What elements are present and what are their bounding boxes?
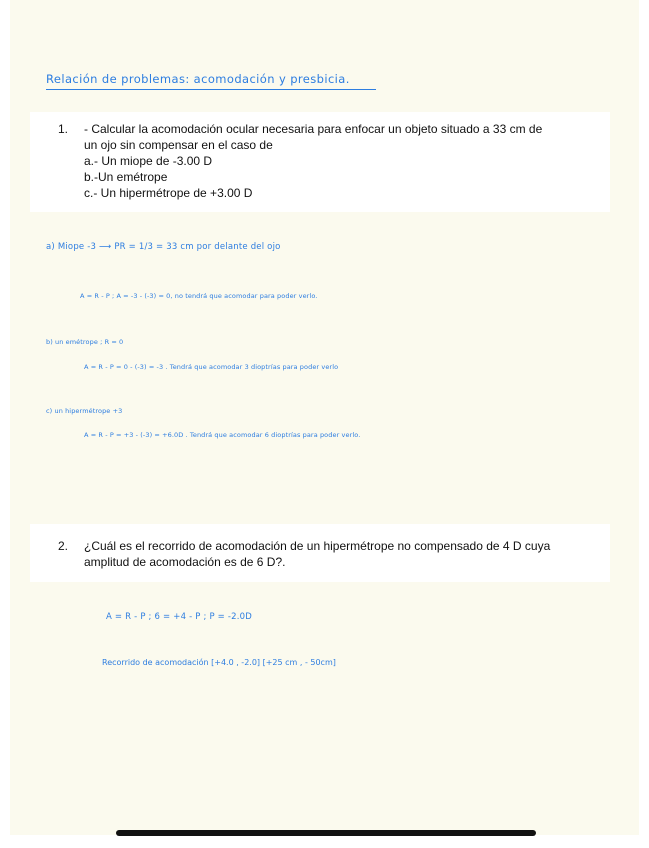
problem-1-option-c: c.- Un hipermétrope de +3.00 D bbox=[84, 186, 253, 200]
problem-2-number: 2. bbox=[58, 539, 69, 553]
problem-2-line-1: ¿Cuál es el recorrido de acomodación de un hipermétrope no compensado de 4 D cuya bbox=[84, 539, 551, 553]
problem-1-option-a: a.- Un miope de -3.00 D bbox=[84, 154, 213, 168]
solution-1a-line-2: A = R - P ; A = -3 - (-3) = 0, no tendrá que acomodar para poder verlo. bbox=[80, 292, 318, 300]
home-indicator[interactable] bbox=[116, 830, 536, 836]
problem-2-card bbox=[30, 524, 610, 582]
problem-2-line-2: amplitud de acomodación es de 6 D?. bbox=[84, 555, 286, 569]
handwritten-title: Relación de problemas: acomodación y presbicia. bbox=[46, 72, 350, 86]
document-page bbox=[10, 0, 639, 835]
solution-1b-line-1: b) un emétrope ; R = 0 bbox=[46, 338, 124, 346]
solution-2-line-2: Recorrido de acomodación [+4.0 , -2.0] [+25 cm , - 50cm] bbox=[102, 658, 336, 667]
problem-1-card bbox=[30, 112, 610, 212]
problem-1-option-b: b.-Un emétrope bbox=[84, 170, 168, 184]
solution-1c-line-1: c) un hipermétrope +3 bbox=[46, 407, 123, 415]
solution-1a-line-1: a) Miope -3 ⟶ PR = 1/3 = 33 cm por delante del ojo bbox=[46, 242, 281, 252]
problem-1-line-2: un ojo sin compensar en el caso de bbox=[84, 138, 273, 152]
problem-1-number: 1. bbox=[58, 122, 69, 136]
solution-1c-line-2: A = R - P = +3 - (-3) = +6.0D . Tendrá que acomodar 6 dioptrías para poder verlo. bbox=[84, 431, 361, 439]
solution-1b-line-2: A = R - P = 0 - (-3) = -3 . Tendrá que acomodar 3 dioptrías para poder verlo bbox=[84, 363, 339, 371]
problem-1-line-1: - Calcular la acomodación ocular necesaria para enfocar un objeto situado a 33 cm de bbox=[84, 122, 543, 136]
solution-2-line-1: A = R - P ; 6 = +4 - P ; P = -2.0D bbox=[106, 612, 253, 622]
title-underline bbox=[46, 89, 376, 90]
